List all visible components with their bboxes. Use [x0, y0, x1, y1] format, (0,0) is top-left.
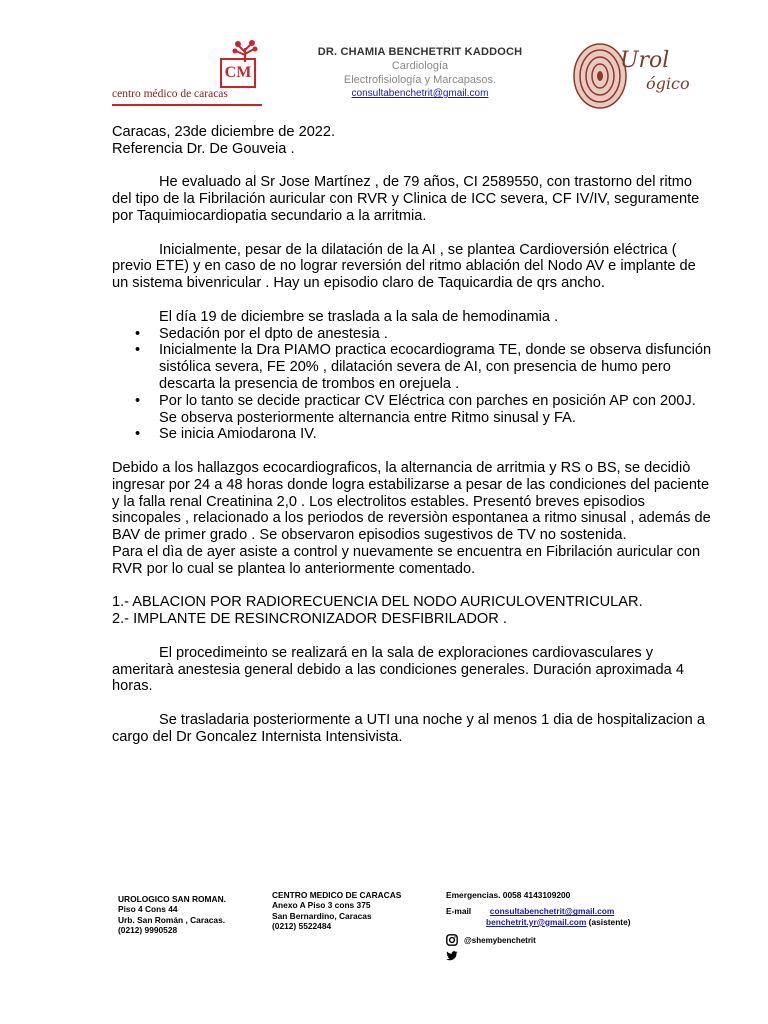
paragraph-hospitalization: Se trasladaria posteriormente a UTI una noche y al menos 1 dia de hospitalizacion a cargo del Dr Goncalez Internista Intensivista. [112, 711, 705, 745]
footer-line: Anexo A Piso 3 cons 375 [272, 900, 371, 911]
list-item: • Sedación por el dpto de anestesia . [159, 326, 712, 343]
footer-line: UROLOGICO SAN ROMAN. [118, 894, 226, 904]
paragraph-evaluation: He evaluado al Sr Jose Martínez , de 79 años, CI 2589550, con trastorno del ritmo del tipo de la Fibrilación auricular con RVR y Clinica de ICC severa, CF IV/IV, seguramente por Taquimiocardiopatia secundario a la arritmia. [112, 174, 700, 224]
paragraph-procedure: El procedimeinto se realizará en la sala de exploraciones cardiovasculares y ameritarà anestesia general debido a las condiciones generales. Duración aproximada 4 horas. [112, 644, 684, 695]
specialty-electrophysiology: Electrofisiología y Marcapasos. [343, 74, 497, 86]
paragraph-hemodynamics: El día 19 de diciembre se traslada a la sala de hemodinamia . [159, 308, 559, 325]
footer-line: CENTRO MEDICO DE CARACAS [272, 890, 402, 900]
procedure-item-1: 1.- ABLACION POR RADIORECUENCIA DEL NODO AURICULOVENTRICULAR. [112, 594, 643, 611]
header-email-link[interactable]: consultabenchetrit@gmail.com [351, 88, 489, 99]
list-item: • Inicialmente la Dra PIAMO practica ecocardiograma TE, donde se observa disfunción sistólica severa, FE 20% , dilatación severa de AI, con presencia de humo pero descarta la presencia de trombos en orejuela . [159, 342, 712, 392]
letter-body [112, 124, 712, 745]
uro-logo-text-2: ógico [646, 74, 690, 93]
date-line: Caracas, 23de diciembre de 2022. [112, 124, 336, 140]
procedure-item-2: 2.- IMPLANTE DE RESINCRONIZADOR DESFIBRILADOR . [112, 611, 507, 628]
specialty-cardiology: Cardiología [391, 60, 449, 72]
list-item: • Por lo tanto se decide practicar CV Eléctrica con parches en posición AP con 200J. Se observa posteriormente alternancia entre Ritmo sinusal y FA. [159, 393, 712, 427]
footer-line: Piso 4 Cons 44 [118, 904, 178, 915]
cm-monogram: CM [220, 58, 256, 88]
urologico-logo [572, 40, 702, 112]
list-item: • Se inicia Amiodarona IV. [159, 426, 712, 443]
twitter-icon[interactable] [446, 950, 458, 962]
footer-urologico-address [118, 894, 226, 936]
social-links [446, 932, 536, 964]
procedure-list [112, 326, 712, 444]
assistant-note: (asistente) [586, 916, 631, 927]
footer-line: Urb. San Román , Caracas. [118, 914, 226, 925]
footer-email-link[interactable]: consultabenchetrit@gmail.com [489, 906, 615, 917]
letterhead [280, 46, 560, 99]
assistant-email-link[interactable]: benchetrit.yr@gmail.com [486, 916, 587, 927]
email-label: E-mail [446, 906, 472, 917]
reference-line: Referencia Dr. De Gouveia . [112, 140, 295, 157]
footer-line: San Bernardino, Caracas [272, 910, 372, 921]
paragraph-control: Para el dìa de ayer asiste a control y nuevamente se encuentra en Fibrilación auricular con RVR por lo cual se plantea lo anteriormente comentado. [112, 543, 701, 577]
footer-line: (0212) 5522484 [272, 921, 332, 932]
paragraph-findings: Debido a los hallazgos ecocardiograficos, la alternancia de arritmia y RS o BS, se decidiò ingresar por 24 a 48 horas donde logra estabilizarse a pesar de las condiciones del paciente y la falla renal Creatinina 2,0 . Los electrolitos estables. Presentó breves episodios sincopales , relacionado a los periodos de reversiòn espontanea a ritmo sinusal , además de BAV de primer grado . Se observaron episodios sugestivos de TV no sostenida. [112, 459, 711, 544]
footer-cmc-address [272, 890, 401, 932]
paragraph-plan: Inicialmente, pesar de la dilatación de la AI , se plantea Cardioversión eléctrica ( previo ETE) y en caso de no lograr reversión del ritmo ablación del Nodo AV e implante de un sistema bivenricular . Hay un episodio claro de Taquicardia de qrs ancho. [112, 241, 696, 292]
clinic-logo-underline [112, 104, 262, 106]
footer-contact [446, 890, 631, 927]
instagram-icon[interactable] [446, 934, 458, 946]
emergency-phone: Emergencias. 0058 4143109200 [446, 890, 571, 900]
uro-logo-text: Urol [620, 48, 670, 73]
footer-line: (0212) 9990528 [118, 925, 178, 936]
doctor-name: DR. CHAMIA BENCHETRIT KADDOCH [317, 46, 523, 58]
clinic-logo [112, 40, 262, 110]
instagram-handle[interactable]: @shemybenchetrit [464, 935, 536, 945]
clinic-logo-text: centro médico de caracas [112, 88, 228, 100]
